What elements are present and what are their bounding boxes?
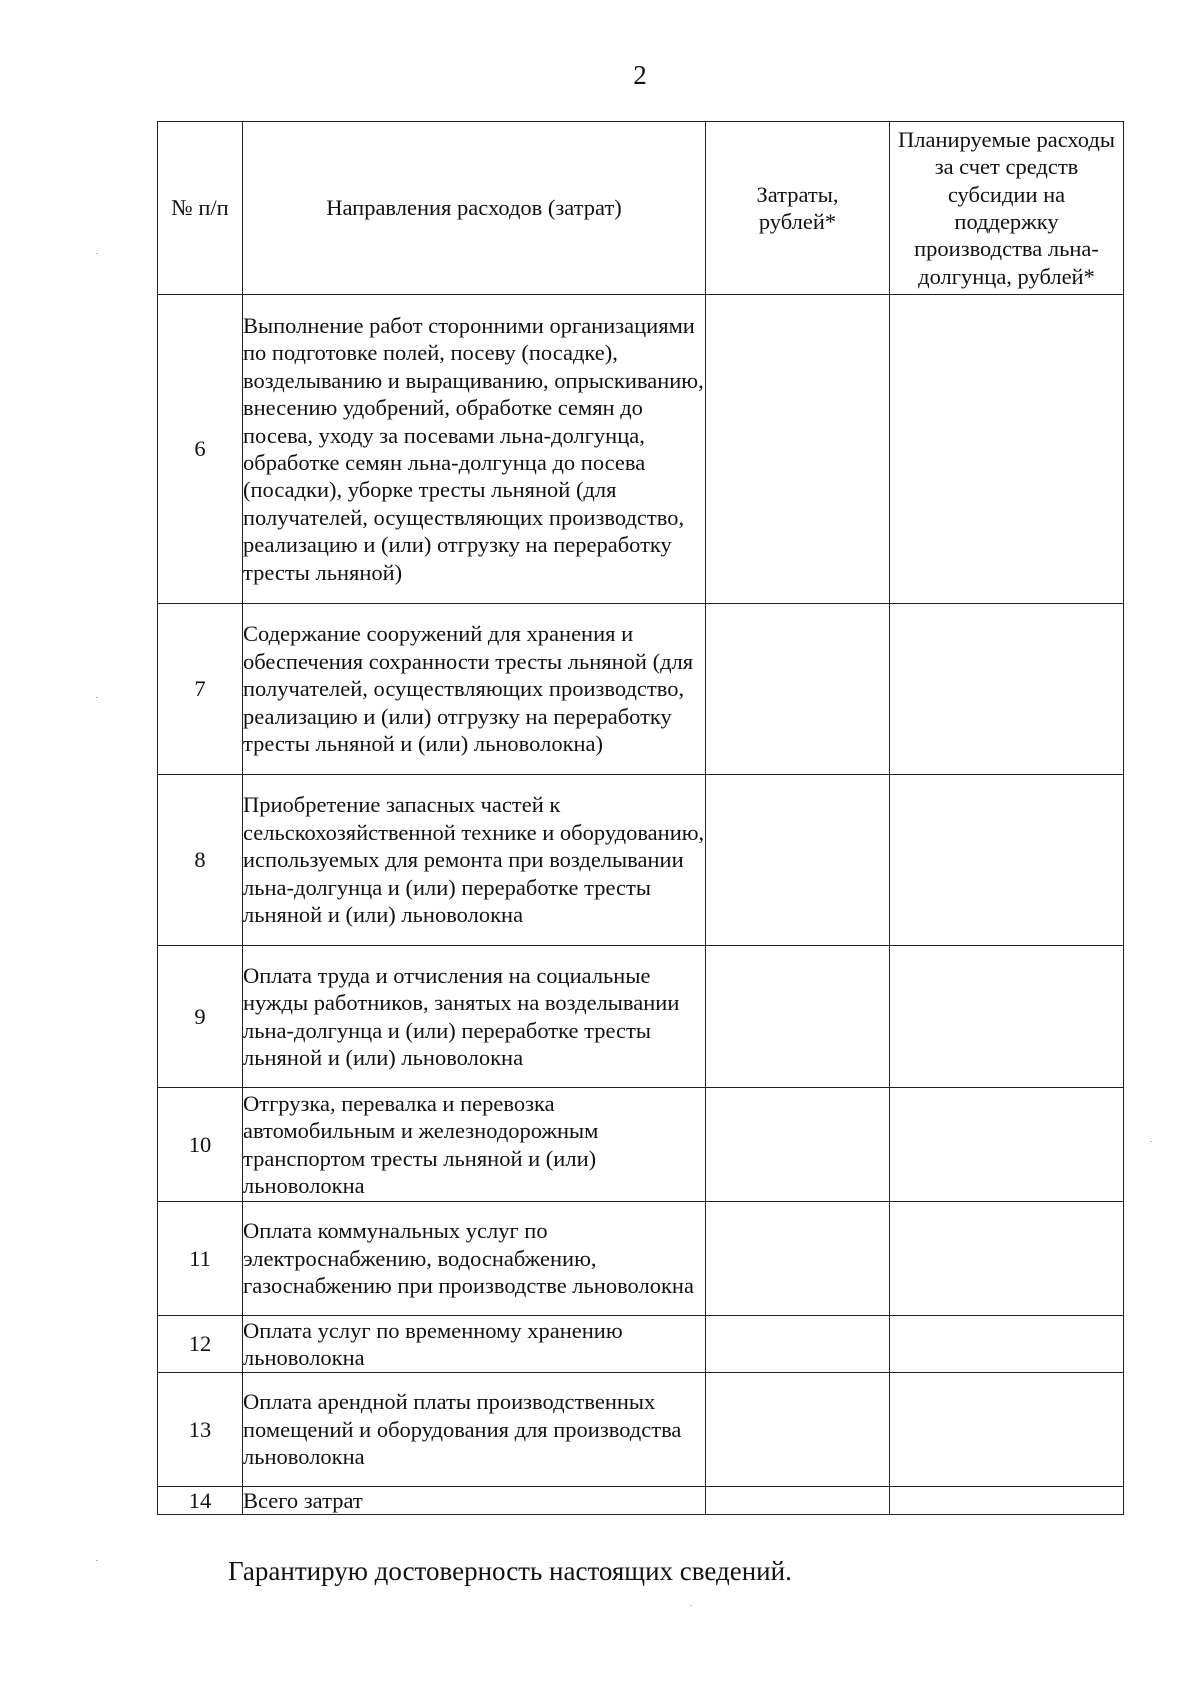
row-direction: Оплата труда и отчисления на социальные нужды работников, занятых на возделывании льна-долгунца и (или) переработке тресты льняной и (или) льноволокна: [243, 946, 706, 1088]
row-planned: [890, 1373, 1124, 1487]
table-header-row: [158, 122, 1124, 295]
row-number: 11: [158, 1202, 243, 1316]
header-number: № п/п: [158, 122, 243, 295]
row-costs: [706, 604, 890, 775]
row-costs: [706, 1316, 890, 1373]
row-direction: Содержание сооружений для хранения и обеспечения сохранности тресты льняной (для получателей, осуществляющих производство, реализацию и (или) отгрузку на переработку тресты льняной и (или) льноволокна): [243, 604, 706, 775]
row-direction: Всего затрат: [243, 1487, 706, 1515]
row-costs: [706, 1202, 890, 1316]
row-costs: [706, 1088, 890, 1202]
row-planned: [890, 1202, 1124, 1316]
row-costs: [706, 775, 890, 946]
row-number: 6: [158, 295, 243, 604]
table-row: [158, 1202, 1124, 1316]
table-row: [158, 1088, 1124, 1202]
row-direction: Оплата услуг по временному хранению льноволокна: [243, 1316, 706, 1373]
row-number: 8: [158, 775, 243, 946]
scan-speck: [96, 697, 98, 698]
row-number: 12: [158, 1316, 243, 1373]
table-row: [158, 295, 1124, 604]
scan-speck: [96, 253, 98, 254]
table-row: [158, 775, 1124, 946]
row-costs: [706, 295, 890, 604]
row-planned: [890, 604, 1124, 775]
table-row: [158, 604, 1124, 775]
scan-speck: [96, 1560, 98, 1561]
row-number: 10: [158, 1088, 243, 1202]
page-number: 2: [633, 60, 647, 90]
row-direction: Отгрузка, перевалка и перевозка автомобильным и железнодорожным транспортом тресты льняной и (или) льноволокна: [243, 1088, 706, 1202]
row-costs: [706, 1373, 890, 1487]
row-number: 14: [158, 1487, 243, 1515]
row-number: 7: [158, 604, 243, 775]
table-row: [158, 946, 1124, 1088]
row-planned: [890, 1316, 1124, 1373]
row-planned: [890, 1088, 1124, 1202]
row-planned: [890, 295, 1124, 604]
table-row: [158, 1316, 1124, 1373]
row-direction: Оплата коммунальных услуг по электроснабжению, водоснабжению, газоснабжению при производстве льноволокна: [243, 1202, 706, 1316]
expenses-table: [157, 121, 1124, 1515]
row-number: 13: [158, 1373, 243, 1487]
row-direction: Выполнение работ сторонними организациями по подготовке полей, посеву (посадке), возделыванию и выращиванию, опрыскиванию, внесению удобрений, обработке семян до посева, уходу за посевами льна-долгунца, обработке семян льна-долгунца до посева (посадки), уборке тресты льняной (для получателей, осуществляющих производство, реализацию и (или) отгрузку на переработку тресты льняной): [243, 295, 706, 604]
header-direction: Направления расходов (затрат): [243, 122, 706, 295]
row-direction: Оплата арендной платы производственных помещений и оборудования для производства льноволокна: [243, 1373, 706, 1487]
row-planned: [890, 1487, 1124, 1515]
row-costs: [706, 1487, 890, 1515]
row-costs: [706, 946, 890, 1088]
scan-speck: [690, 1605, 692, 1606]
header-planned: Планируемые расходы за счет средств субсидии на поддержку производства льна-долгунца, рублей*: [890, 122, 1124, 295]
row-direction: Приобретение запасных частей к сельскохозяйственной технике и оборудованию, используемых для ремонта при возделывании льна-долгунца и (или) переработке тресты льняной и (или) льноволокна: [243, 775, 706, 946]
header-costs: Затраты, рублей*: [706, 122, 890, 295]
scan-speck: [1150, 1141, 1152, 1142]
row-planned: [890, 946, 1124, 1088]
row-number: 9: [158, 946, 243, 1088]
table-total-row: [158, 1487, 1124, 1515]
table-row: [158, 1373, 1124, 1487]
row-planned: [890, 775, 1124, 946]
closing-statement: Гарантирую достоверность настоящих сведений.: [228, 1556, 792, 1586]
